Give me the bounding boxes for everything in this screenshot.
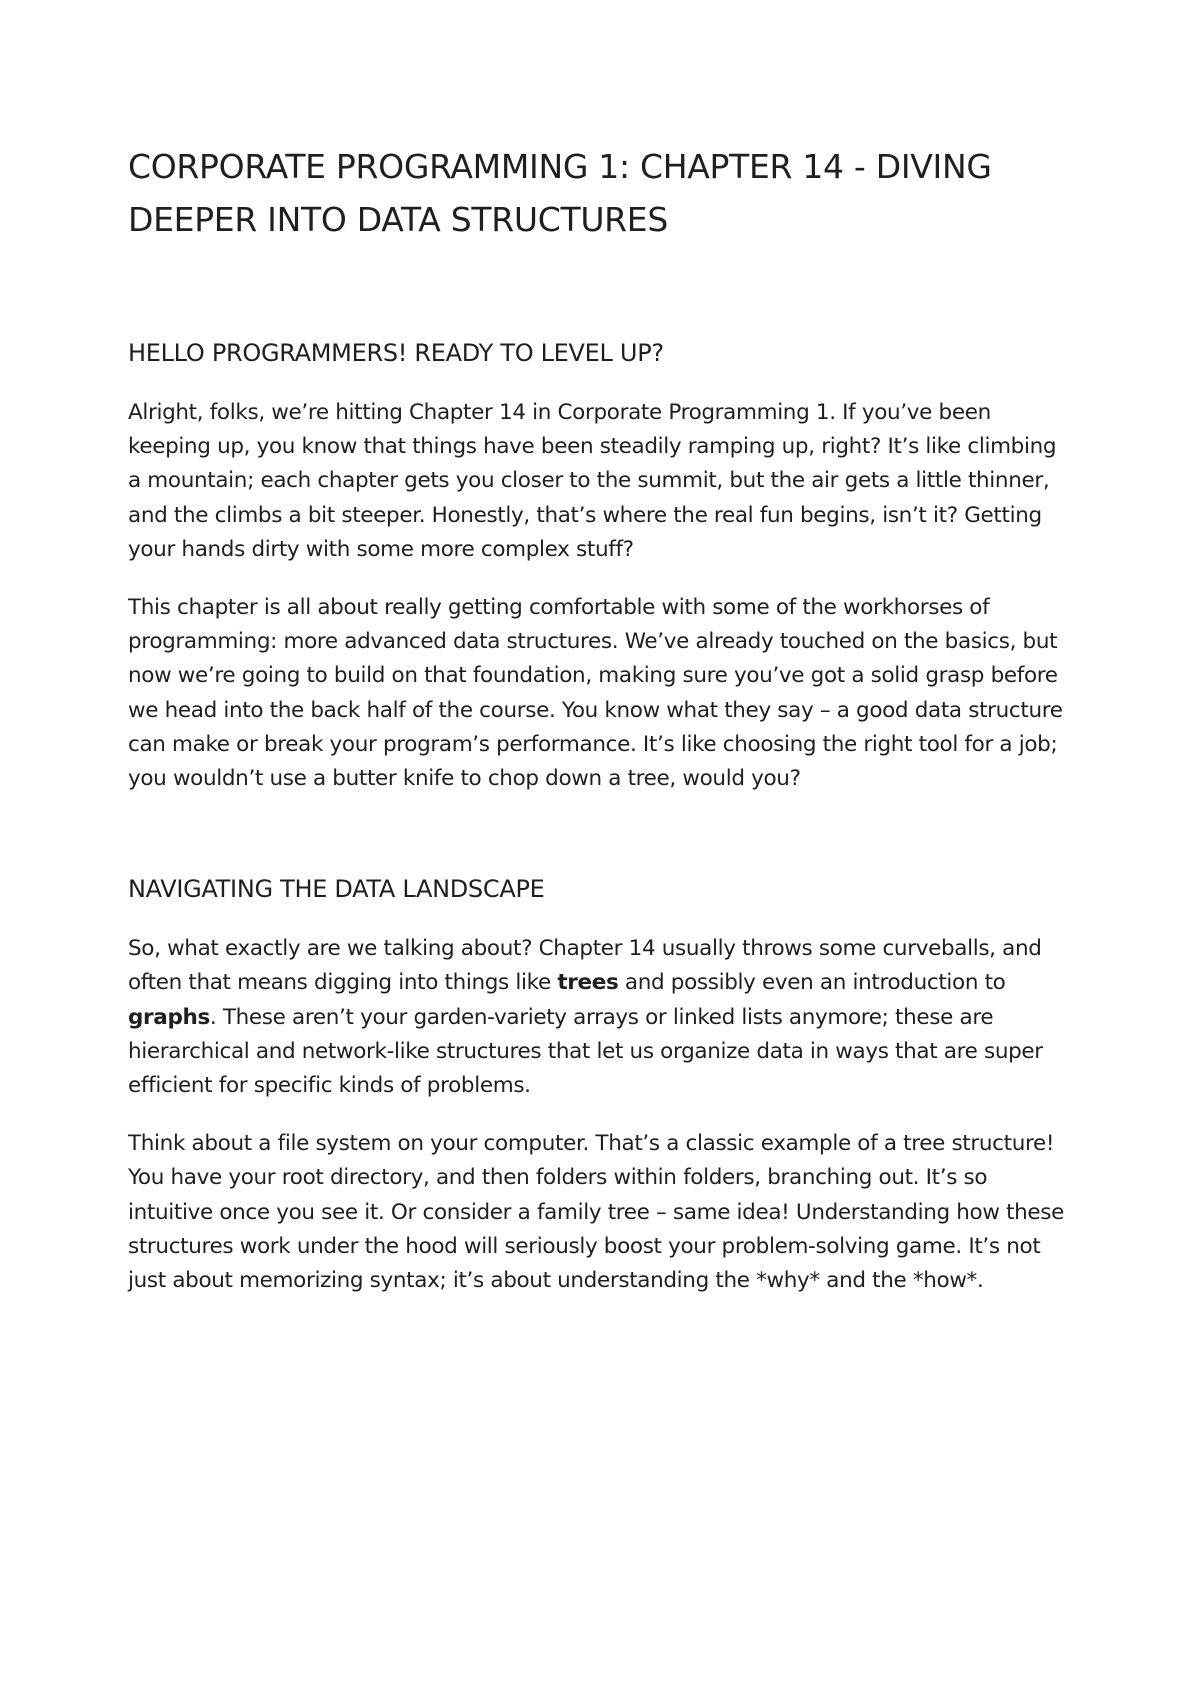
paragraph-text: . These aren’t your garden-variety arrays or linked lists anymore; these are hierarchical and network-like structures that let us organize data in ways that are super efficient for specific kinds of problems. [128,1004,1043,1099]
paragraph-text: and possibly even an introduction to [618,970,1006,996]
paragraph [128,932,1072,1103]
page-title: CORPORATE PROGRAMMING 1: CHAPTER 14 - DIVING DEEPER INTO DATA STRUCTURES [128,147,992,239]
paragraph: Alright, folks, we’re hitting Chapter 14 in Corporate Programming 1. If you’ve been keeping up, you know that things have been steadily ramping up, right? It’s like climbing a mountain; each chapter gets you closer to the summit, but the air gets a little thinner, and the climbs a bit steeper. Honestly, that’s where the real fun begins, isn’t it? Getting your hands dirty with some more complex stuff? [128,400,1057,562]
section-heading: NAVIGATING THE DATA LANDSCAPE [128,875,545,904]
section-navigating-data-landscape [128,872,1072,1298]
section-hello-programmers [128,336,1072,796]
bold-term-graphs: graphs [128,1004,210,1030]
paragraph: Think about a file system on your computer. That’s a classic example of a tree structure! You have your root directory, and then folders within folders, branching out. It’s so intuitive once you see it. Or consider a family tree – same idea! Understanding how these structures work under the hood will seriously boost your problem-solving game. It’s not just about memorizing syntax; it’s about understanding the *why* and the *how*. [128,1131,1065,1294]
paragraph: This chapter is all about really getting comfortable with some of the workhorses of programming: more advanced data structures. We’ve already touched on the basics, but now we’re going to build on that foundation, making sure you’ve got a solid grasp before we head into the back half of the course. You know what they say – a good data structure can make or break your program’s performance. It’s like choosing the right tool for a job; you wouldn’t use a butter knife to chop down a tree, would you? [128,595,1063,792]
bold-term-trees: trees [557,970,619,996]
paragraph-text: So, what exactly are we talking about? Chapter 14 usually throws some curveballs, and often that means digging into things like [128,936,1042,996]
section-heading: HELLO PROGRAMMERS! READY TO LEVEL UP? [128,339,664,367]
